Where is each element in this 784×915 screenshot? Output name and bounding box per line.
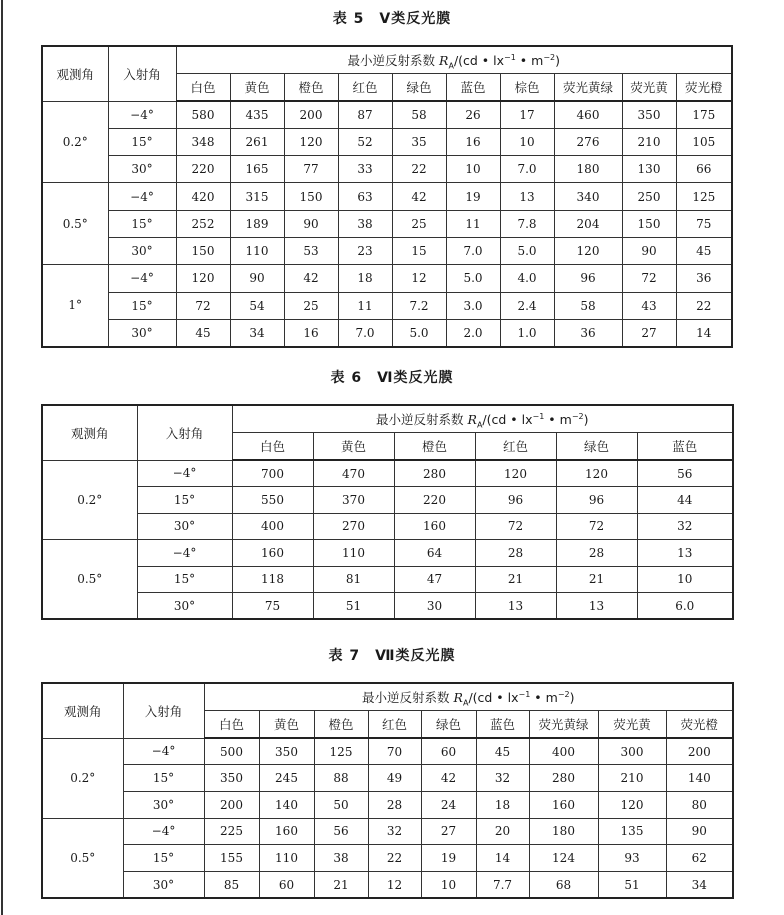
value-cell: 10 xyxy=(446,156,500,183)
value-cell: 280 xyxy=(394,460,475,487)
value-cell: 66 xyxy=(676,156,732,183)
value-cell: 200 xyxy=(284,101,338,128)
value-cell: 47 xyxy=(394,566,475,593)
value-cell: 276 xyxy=(554,128,622,155)
value-cell: 25 xyxy=(392,210,446,237)
table-row xyxy=(42,593,733,620)
value-cell: 60 xyxy=(421,738,476,765)
table-7 xyxy=(41,682,734,899)
color-header: 黄色 xyxy=(230,73,284,101)
coef-unit: /(cd • lx xyxy=(453,52,505,68)
coefficient-header xyxy=(204,683,733,710)
coef-unit: • m xyxy=(530,689,558,705)
value-cell: 315 xyxy=(230,183,284,210)
value-cell: 165 xyxy=(230,156,284,183)
value-cell: 500 xyxy=(204,738,259,765)
value-cell: 21 xyxy=(475,566,556,593)
value-cell: 110 xyxy=(313,540,394,567)
value-cell: 68 xyxy=(529,871,598,898)
color-header: 橙色 xyxy=(394,432,475,460)
value-cell: 38 xyxy=(314,845,368,872)
value-cell: 175 xyxy=(676,101,732,128)
incidence-angle-cell: 30° xyxy=(123,791,204,818)
coef-subscript: A xyxy=(476,420,483,430)
value-cell: 150 xyxy=(176,237,230,264)
value-cell: 21 xyxy=(556,566,637,593)
value-cell: 28 xyxy=(475,540,556,567)
value-cell: 700 xyxy=(232,460,313,487)
table-row xyxy=(42,460,733,487)
value-cell: 200 xyxy=(204,791,259,818)
value-cell: 270 xyxy=(313,513,394,540)
value-cell: 470 xyxy=(313,460,394,487)
value-cell: 60 xyxy=(259,871,314,898)
table-row xyxy=(42,210,732,237)
value-cell: 400 xyxy=(232,513,313,540)
table-row xyxy=(42,265,732,292)
table-row xyxy=(42,292,732,319)
value-cell: 11 xyxy=(338,292,392,319)
value-cell: 150 xyxy=(284,183,338,210)
value-cell: 460 xyxy=(554,101,622,128)
color-header: 绿色 xyxy=(556,432,637,460)
value-cell: 13 xyxy=(475,593,556,620)
value-cell: 32 xyxy=(476,765,529,792)
incidence-angle-cell: 15° xyxy=(137,566,232,593)
coef-subscript: A xyxy=(448,61,454,71)
value-cell: 124 xyxy=(529,845,598,872)
color-header: 黄色 xyxy=(313,432,394,460)
color-header: 红色 xyxy=(338,73,392,101)
value-cell: 2.4 xyxy=(500,292,554,319)
value-cell: 93 xyxy=(598,845,666,872)
value-cell: 118 xyxy=(232,566,313,593)
header-row xyxy=(42,405,733,432)
value-cell: 160 xyxy=(394,513,475,540)
coef-label: 最小逆反射系数 xyxy=(362,689,454,705)
value-cell: 49 xyxy=(368,765,421,792)
value-cell: 120 xyxy=(598,791,666,818)
value-cell: 120 xyxy=(284,128,338,155)
incidence-angle-cell: 15° xyxy=(108,292,176,319)
observation-angle-cell: 0.2° xyxy=(42,738,123,818)
value-cell: 96 xyxy=(554,265,622,292)
value-cell: 225 xyxy=(204,818,259,845)
incidence-angle-header: 入射角 xyxy=(137,405,232,460)
value-cell: 400 xyxy=(529,738,598,765)
table-row xyxy=(42,738,733,765)
value-cell: 35 xyxy=(392,128,446,155)
color-header: 橙色 xyxy=(314,710,368,738)
table-5 xyxy=(41,45,733,348)
value-cell: 210 xyxy=(622,128,676,155)
value-cell: 261 xyxy=(230,128,284,155)
header-row xyxy=(42,46,732,73)
color-header: 红色 xyxy=(368,710,421,738)
value-cell: 125 xyxy=(676,183,732,210)
value-cell: 42 xyxy=(284,265,338,292)
color-header: 蓝色 xyxy=(446,73,500,101)
value-cell: 56 xyxy=(314,818,368,845)
value-cell: 7.7 xyxy=(476,871,529,898)
value-cell: 7.8 xyxy=(500,210,554,237)
incidence-angle-cell: 30° xyxy=(137,513,232,540)
coef-symbol: R xyxy=(467,411,477,427)
value-cell: 5.0 xyxy=(392,319,446,346)
value-cell: 7.0 xyxy=(338,319,392,346)
table-row xyxy=(42,566,733,593)
incidence-angle-cell: 15° xyxy=(108,128,176,155)
value-cell: 33 xyxy=(338,156,392,183)
incidence-angle-cell: −4° xyxy=(123,818,204,845)
table-row xyxy=(42,871,733,898)
value-cell: 420 xyxy=(176,183,230,210)
value-cell: 16 xyxy=(446,128,500,155)
value-cell: 189 xyxy=(230,210,284,237)
observation-angle-cell: 0.5° xyxy=(42,183,108,265)
value-cell: 34 xyxy=(666,871,733,898)
coef-exponent: −1 xyxy=(532,411,545,421)
value-cell: 250 xyxy=(622,183,676,210)
color-header: 棕色 xyxy=(500,73,554,101)
coef-unit: • m xyxy=(544,411,572,427)
value-cell: 19 xyxy=(421,845,476,872)
coef-unit: ) xyxy=(555,52,561,68)
value-cell: 53 xyxy=(284,237,338,264)
incidence-angle-cell: −4° xyxy=(137,540,232,567)
table-7-caption: 表 7 Ⅶ类反光膜 xyxy=(328,648,456,664)
value-cell: 36 xyxy=(676,265,732,292)
value-cell: 370 xyxy=(313,487,394,514)
value-cell: 90 xyxy=(666,818,733,845)
incidence-angle-cell: 15° xyxy=(123,845,204,872)
table-row xyxy=(42,765,733,792)
coefficient-header xyxy=(176,46,732,73)
value-cell: 42 xyxy=(421,765,476,792)
value-cell: 96 xyxy=(556,487,637,514)
coef-exponent: −2 xyxy=(557,689,570,699)
incidence-angle-cell: 15° xyxy=(137,487,232,514)
incidence-angle-header: 入射角 xyxy=(123,683,204,738)
value-cell: 64 xyxy=(394,540,475,567)
value-cell: 300 xyxy=(598,738,666,765)
value-cell: 72 xyxy=(475,513,556,540)
value-cell: 72 xyxy=(176,292,230,319)
coef-unit: /(cd • lx xyxy=(482,411,533,427)
value-cell: 12 xyxy=(368,871,421,898)
observation-angle-cell: 0.5° xyxy=(42,818,123,898)
incidence-angle-cell: 15° xyxy=(108,210,176,237)
value-cell: 210 xyxy=(598,765,666,792)
value-cell: 3.0 xyxy=(446,292,500,319)
value-cell: 85 xyxy=(204,871,259,898)
coef-label: 最小逆反射系数 xyxy=(347,52,440,68)
incidence-angle-cell: 15° xyxy=(123,765,204,792)
value-cell: 27 xyxy=(421,818,476,845)
coef-symbol: R xyxy=(439,52,449,68)
value-cell: 17 xyxy=(500,101,554,128)
table-row xyxy=(42,237,732,264)
value-cell: 80 xyxy=(666,791,733,818)
value-cell: 120 xyxy=(556,460,637,487)
header-row xyxy=(42,683,733,710)
table-row xyxy=(42,845,733,872)
coef-symbol: R xyxy=(453,689,463,705)
value-cell: 7.0 xyxy=(500,156,554,183)
value-cell: 58 xyxy=(392,101,446,128)
value-cell: 38 xyxy=(338,210,392,237)
table-row xyxy=(42,156,732,183)
value-cell: 77 xyxy=(284,156,338,183)
value-cell: 2.0 xyxy=(446,319,500,346)
value-cell: 22 xyxy=(368,845,421,872)
color-header: 红色 xyxy=(475,432,556,460)
value-cell: 120 xyxy=(554,237,622,264)
value-cell: 27 xyxy=(622,319,676,346)
value-cell: 120 xyxy=(176,265,230,292)
incidence-angle-cell: 30° xyxy=(108,237,176,264)
value-cell: 6.0 xyxy=(637,593,733,620)
value-cell: 280 xyxy=(529,765,598,792)
value-cell: 350 xyxy=(204,765,259,792)
value-cell: 18 xyxy=(338,265,392,292)
value-cell: 13 xyxy=(500,183,554,210)
color-header: 蓝色 xyxy=(476,710,529,738)
coef-exponent: −1 xyxy=(504,52,516,62)
value-cell: 580 xyxy=(176,101,230,128)
value-cell: 11 xyxy=(446,210,500,237)
table-row xyxy=(42,818,733,845)
value-cell: 252 xyxy=(176,210,230,237)
value-cell: 180 xyxy=(554,156,622,183)
coef-subscript: A xyxy=(462,698,469,708)
value-cell: 23 xyxy=(338,237,392,264)
value-cell: 45 xyxy=(676,237,732,264)
table-6 xyxy=(41,404,734,620)
value-cell: 96 xyxy=(475,487,556,514)
incidence-angle-cell: 30° xyxy=(108,156,176,183)
table-row xyxy=(42,540,733,567)
observation-angle-header: 观测角 xyxy=(42,46,108,101)
incidence-angle-cell: 30° xyxy=(137,593,232,620)
value-cell: 18 xyxy=(476,791,529,818)
value-cell: 7.2 xyxy=(392,292,446,319)
incidence-angle-cell: −4° xyxy=(108,265,176,292)
color-header: 荧光黄绿 xyxy=(529,710,598,738)
value-cell: 10 xyxy=(500,128,554,155)
value-cell: 30 xyxy=(394,593,475,620)
coefficient-header xyxy=(232,405,733,432)
value-cell: 105 xyxy=(676,128,732,155)
value-cell: 435 xyxy=(230,101,284,128)
value-cell: 245 xyxy=(259,765,314,792)
value-cell: 44 xyxy=(637,487,733,514)
value-cell: 550 xyxy=(232,487,313,514)
value-cell: 62 xyxy=(666,845,733,872)
color-header: 黄色 xyxy=(259,710,314,738)
value-cell: 45 xyxy=(176,319,230,346)
value-cell: 32 xyxy=(368,818,421,845)
incidence-angle-cell: −4° xyxy=(108,183,176,210)
coef-exponent: −2 xyxy=(543,52,556,62)
value-cell: 160 xyxy=(529,791,598,818)
value-cell: 20 xyxy=(476,818,529,845)
value-cell: 135 xyxy=(598,818,666,845)
value-cell: 87 xyxy=(338,101,392,128)
value-cell: 63 xyxy=(338,183,392,210)
color-header: 荧光黄 xyxy=(622,73,676,101)
table-row xyxy=(42,487,733,514)
coef-unit: ) xyxy=(569,689,575,705)
value-cell: 120 xyxy=(475,460,556,487)
value-cell: 70 xyxy=(368,738,421,765)
value-cell: 15 xyxy=(392,237,446,264)
value-cell: 220 xyxy=(176,156,230,183)
coef-unit: • m xyxy=(515,52,544,68)
value-cell: 13 xyxy=(556,593,637,620)
value-cell: 36 xyxy=(554,319,622,346)
color-header: 绿色 xyxy=(392,73,446,101)
value-cell: 90 xyxy=(622,237,676,264)
value-cell: 90 xyxy=(230,265,284,292)
value-cell: 45 xyxy=(476,738,529,765)
value-cell: 180 xyxy=(529,818,598,845)
value-cell: 220 xyxy=(394,487,475,514)
value-cell: 72 xyxy=(622,265,676,292)
value-cell: 58 xyxy=(554,292,622,319)
value-cell: 7.0 xyxy=(446,237,500,264)
value-cell: 150 xyxy=(622,210,676,237)
value-cell: 140 xyxy=(259,791,314,818)
value-cell: 54 xyxy=(230,292,284,319)
color-header: 荧光橙 xyxy=(666,710,733,738)
incidence-angle-cell: −4° xyxy=(123,738,204,765)
observation-angle-cell: 1° xyxy=(42,265,108,347)
value-cell: 75 xyxy=(676,210,732,237)
table-5-caption: 表 5 V类反光膜 xyxy=(332,11,452,27)
value-cell: 26 xyxy=(446,101,500,128)
value-cell: 12 xyxy=(392,265,446,292)
value-cell: 22 xyxy=(392,156,446,183)
value-cell: 22 xyxy=(676,292,732,319)
value-cell: 16 xyxy=(284,319,338,346)
value-cell: 72 xyxy=(556,513,637,540)
value-cell: 34 xyxy=(230,319,284,346)
value-cell: 350 xyxy=(622,101,676,128)
color-header: 白色 xyxy=(204,710,259,738)
value-cell: 32 xyxy=(637,513,733,540)
value-cell: 43 xyxy=(622,292,676,319)
value-cell: 19 xyxy=(446,183,500,210)
incidence-angle-cell: 30° xyxy=(123,871,204,898)
value-cell: 28 xyxy=(556,540,637,567)
observation-angle-cell: 0.2° xyxy=(42,101,108,183)
table-row xyxy=(42,513,733,540)
value-cell: 90 xyxy=(284,210,338,237)
color-header: 蓝色 xyxy=(637,432,733,460)
value-cell: 200 xyxy=(666,738,733,765)
coef-exponent: −1 xyxy=(518,689,531,699)
value-cell: 155 xyxy=(204,845,259,872)
value-cell: 50 xyxy=(314,791,368,818)
color-header: 橙色 xyxy=(284,73,338,101)
value-cell: 14 xyxy=(476,845,529,872)
value-cell: 25 xyxy=(284,292,338,319)
value-cell: 5.0 xyxy=(446,265,500,292)
value-cell: 125 xyxy=(314,738,368,765)
color-header: 荧光黄 xyxy=(598,710,666,738)
color-header: 白色 xyxy=(176,73,230,101)
incidence-angle-cell: 30° xyxy=(108,319,176,346)
value-cell: 42 xyxy=(392,183,446,210)
observation-angle-cell: 0.2° xyxy=(42,460,137,540)
value-cell: 10 xyxy=(421,871,476,898)
value-cell: 24 xyxy=(421,791,476,818)
value-cell: 88 xyxy=(314,765,368,792)
value-cell: 14 xyxy=(676,319,732,346)
incidence-angle-cell: −4° xyxy=(108,101,176,128)
observation-angle-cell: 0.5° xyxy=(42,540,137,620)
value-cell: 204 xyxy=(554,210,622,237)
table-row xyxy=(42,183,732,210)
table-row xyxy=(42,128,732,155)
table-row xyxy=(42,101,732,128)
color-header: 荧光橙 xyxy=(676,73,732,101)
value-cell: 130 xyxy=(622,156,676,183)
observation-angle-header: 观测角 xyxy=(42,405,137,460)
value-cell: 13 xyxy=(637,540,733,567)
value-cell: 28 xyxy=(368,791,421,818)
coef-label: 最小逆反射系数 xyxy=(376,411,468,427)
color-header: 白色 xyxy=(232,432,313,460)
value-cell: 4.0 xyxy=(500,265,554,292)
color-header: 绿色 xyxy=(421,710,476,738)
incidence-angle-header: 入射角 xyxy=(108,46,176,101)
incidence-angle-cell: −4° xyxy=(137,460,232,487)
table-row xyxy=(42,791,733,818)
value-cell: 56 xyxy=(637,460,733,487)
value-cell: 140 xyxy=(666,765,733,792)
value-cell: 160 xyxy=(232,540,313,567)
value-cell: 51 xyxy=(598,871,666,898)
value-cell: 81 xyxy=(313,566,394,593)
page-edge-rule xyxy=(1,0,3,915)
value-cell: 160 xyxy=(259,818,314,845)
value-cell: 52 xyxy=(338,128,392,155)
table-row xyxy=(42,319,732,346)
observation-angle-header: 观测角 xyxy=(42,683,123,738)
value-cell: 21 xyxy=(314,871,368,898)
value-cell: 51 xyxy=(313,593,394,620)
value-cell: 110 xyxy=(230,237,284,264)
value-cell: 350 xyxy=(259,738,314,765)
table-6-caption: 表 6 Ⅵ类反光膜 xyxy=(330,370,454,386)
value-cell: 5.0 xyxy=(500,237,554,264)
coef-exponent: −2 xyxy=(571,411,584,421)
value-cell: 10 xyxy=(637,566,733,593)
value-cell: 1.0 xyxy=(500,319,554,346)
value-cell: 75 xyxy=(232,593,313,620)
coef-unit: ) xyxy=(583,411,589,427)
value-cell: 340 xyxy=(554,183,622,210)
value-cell: 348 xyxy=(176,128,230,155)
value-cell: 110 xyxy=(259,845,314,872)
coef-unit: /(cd • lx xyxy=(468,689,519,705)
color-header: 荧光黄绿 xyxy=(554,73,622,101)
